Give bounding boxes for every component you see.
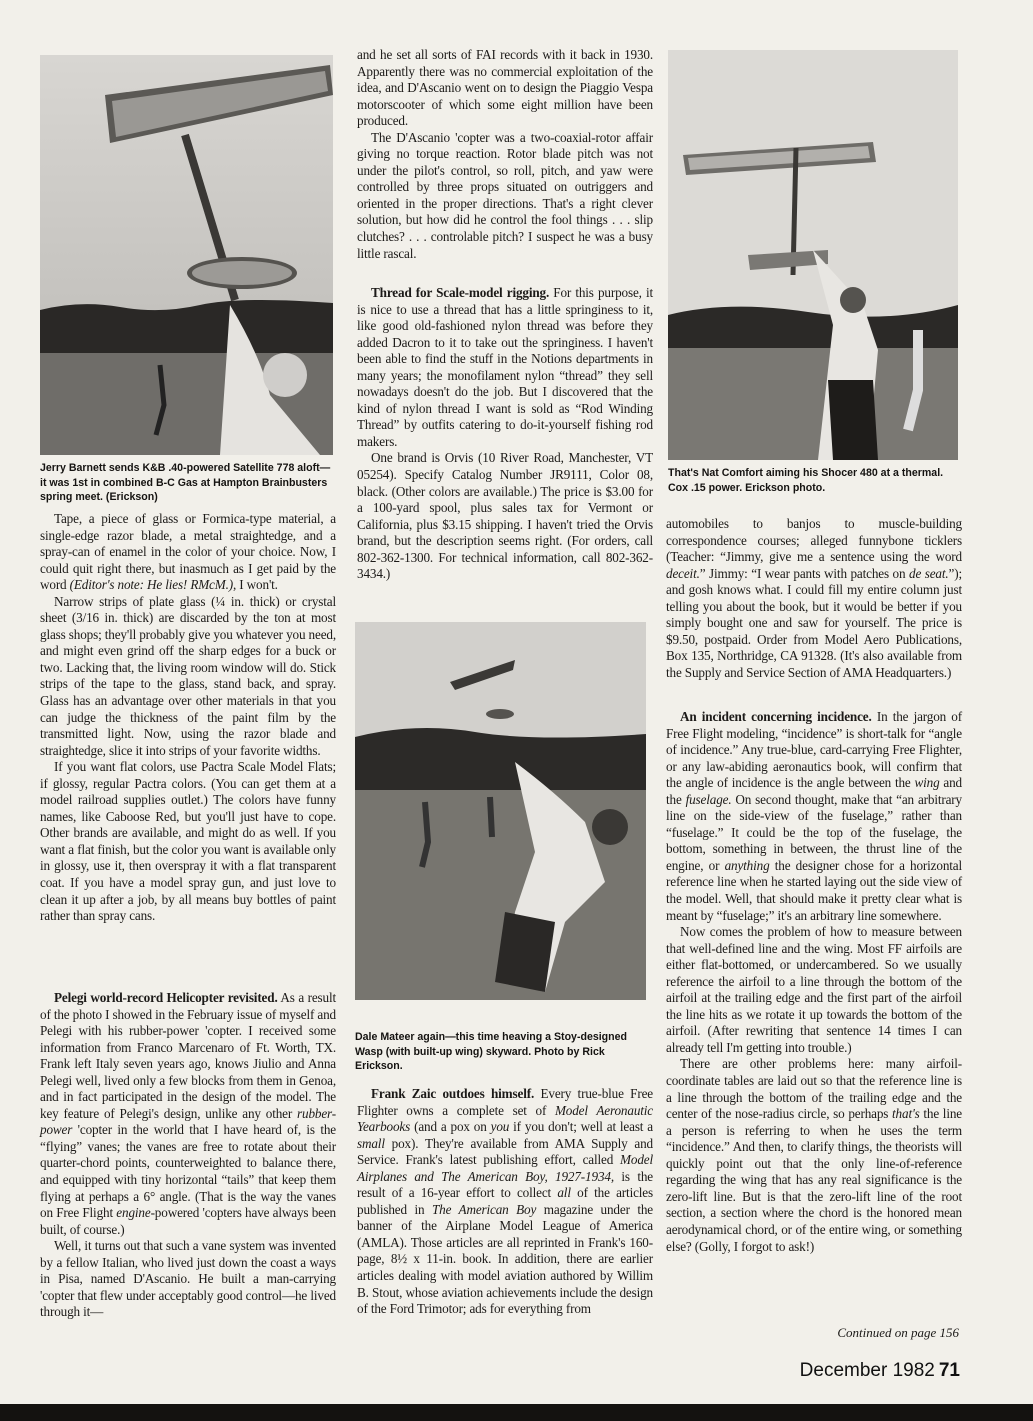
body-text: the designer chose for a horizontal reference line when he started laying out the side view of the model. Well, that should make it pretty clear what is meant by “fuselage;” it's an arbitrary line somewhere.	[666, 857, 962, 923]
body-text: There are other problems here: many airfoil-coordinate tables are laid out so that the reference line is a line through the bottom of the trailing edge and the center of the nose-radius circle, so perhaps	[666, 1056, 962, 1122]
paragraph	[40, 759, 336, 924]
body-text: As a result of the photo I showed in the February issue of myself and Pelegi with his rubber-power 'copter. I received some information from Franco Marcenaro of Ft. Worth, TX. Frank left Italy seven years ago, knows Jiulio and Anna Pelegi well, lived only a few blocks from them in Genoa, and in fact participated in the design of the model. The key feature of Pelegi's design, unlike any other	[40, 990, 336, 1121]
paragraph	[666, 709, 962, 924]
section-heading: Frank Zaic outdoes himself.	[371, 1086, 535, 1101]
article-column-1-part-1	[40, 511, 336, 925]
article-column-2-part-2	[357, 285, 653, 583]
paragraph	[357, 130, 653, 262]
paragraph	[40, 990, 336, 1238]
section-heading: Thread for Scale-model rigging.	[371, 285, 550, 300]
italic-text: small	[357, 1135, 385, 1151]
section-heading: Pelegi world-record Helicopter revisited.	[54, 990, 278, 1005]
italic-text: anything	[724, 857, 770, 873]
body-text: Every true-blue Free Flighter owns a complete set of	[357, 1086, 653, 1118]
italic-text: Model Aeronautic Yearbooks	[357, 1102, 653, 1135]
italic-text: you	[490, 1119, 510, 1135]
body-text: ”); and gosh knows what. I could fill my entire column just telling you about the book, but it would be better if you simply bought one and saw for yourself. The price is $9.50, postpaid. Order from Model Aero Publications, Box 135, Northridge, CA 91328. (It's also available from the Supply and Service Section of AMA Headquarters.)	[666, 565, 962, 680]
photo-caption-left: Jerry Barnett sends K&B .40-powered Satellite 778 aloft—it was 1st in combined B-C Gas at Hampton Brainbusters spring meet. (Erickson)	[40, 462, 331, 503]
paragraph	[666, 924, 962, 1056]
paragraph	[357, 450, 653, 582]
body-text: ” Jimmy: “I wear pants with patches on	[699, 565, 910, 581]
italic-text: that's	[892, 1106, 920, 1122]
body-text: 'copter in the world that I have heard of, is the “flying” vanes; the vanes are free to rotate about their quarter-chord points, counterweighted to balance there, and equipped with tiny horizontal “tails” that keep them flying at perhaps a 6° angle. (That is the way the vanes on Free Flight	[40, 1122, 336, 1221]
body-text: Now comes the problem of how to measure between that well-defined line and the wing. Most FF airfoils are either flat-bottomed, or undercambered. So we usually reference the airfoil to a line through the bottom of the airfoil at the trailing edge and the first part of the airfoil the line hits as we rotate it up towards the bottom of the airfoil. (After rewriting that sentence 14 times I can already tell I'm getting into trouble.)	[666, 924, 962, 1055]
body-text: the line a person is referring to when he uses the term “incidence.” And then, to clarify things, the theorists will quickly point out that the only line-of-reference regarding the wing that has any real significance is the zero-lift line. But is that the zero-lift line of the root section, a section where the chord is the honored mean aerodynamical chord, or of the entire wing, or something else? (Golly, I forgot to ask!)	[666, 1106, 962, 1254]
body-text: -powered 'copters have always been built, of course.)	[40, 1205, 336, 1237]
italic-text: all	[557, 1185, 571, 1201]
body-text: and the	[666, 775, 962, 807]
body-text: Tape, a piece of glass or Formica-type material, a single-edge razor blade, a metal straightedge, and a spray-can of enamel in the color of your choice. Now, I could quit right there, but inasmuch as I get paid by the word	[40, 511, 336, 593]
italic-text: engine	[116, 1205, 151, 1221]
section-heading: An incident concerning incidence.	[680, 709, 872, 724]
article-column-2-part-3	[357, 1086, 653, 1318]
page-number: 71	[938, 1360, 960, 1381]
photo-jerry-barnett-launch	[40, 55, 333, 455]
body-text: Well, it turns out that such a vane system was invented by a fellow Italian, who lived just down the coast a ways in Pisa, named D'Ascanio. He built a man-carrying 'copter that flew under acceptably good control—he lived through it—	[40, 1238, 336, 1320]
paragraph	[357, 285, 653, 450]
photo-caption-right: That's Nat Comfort aiming his Shocer 480 at a thermal. Cox .15 power. Erickson photo.	[668, 467, 944, 494]
body-text: magazine under the banner of the Airplane Model League of America (AMLA). Those articles are all reprinted in Frank's 160-page, 8½ x 11-in. book. In addition, there are earlier articles dealing with model aviation authored by Willim B. Stout, whose aviation achievements include the design of the Ford Trimotor; ads for everything from	[357, 1201, 653, 1317]
article-column-3-part-2	[666, 709, 962, 1255]
body-text: For this purpose, it is nice to use a thread that has a little springiness to it, like good old-fashioned nylon thread was before they added Dacron to it to take out the springiness. I haven't been able to find the stuff in the Notions departments in many years; the monofilament nylon “thread” they sell nowadays doesn't do the job. But I discovered that the kind of nylon thread I want is sold as “Rod Winding Thread” by outfits catering to do-it-yourself fishing rod makers.	[357, 285, 653, 449]
body-text: If you want flat colors, use Pactra Scale Model Flats; if glossy, regular Pactra colors. (You can get them at a model railroad supplies outlet.) The colors have funny names, like Caboose Red, but you'll just have to cope. Other brands are available, and might do as well. If you want a flat finish, but the color you want is available only in glossy, use it, then overspray it with a flat transparent coat. If you have a model spray gun, and just love to clean it up after a job, by all means buy bottles of paint rather than spray cans.	[40, 759, 336, 924]
page-footer	[700, 1360, 960, 1382]
body-text: Narrow strips of plate glass (¼ in. thick) or crystal sheet (3/16 in. thick) are discarded by the ton at most glass shops; they'll probably give you whatever you need, and might even grind off the sharp edges for a buck or two. Lacking that, the living room window will do. Stick strips of the tape to the glass, stand back, and spray. Glass has an advantage over other materials in that you can judge the thickness of the paint film by the transmitted light. Now, using the razor blade and straightedge, slice it into strips of your favorite widths.	[40, 593, 336, 758]
italic-text: (Editor's note: He lies! RMcM.)	[69, 577, 233, 593]
body-text: The D'Ascanio 'copter was a two-coaxial-rotor affair giving no torque reaction. Rotor blade pitch was not under the pilot's control, so roll, pitch, and yaw were controlled by three props situated on outriggers and oriented in the proper directions. That's a right clever solution, but how did he control the fool things . . . slip clutches? . . . controlable pitch? I suspect he was a busy little rascal.	[357, 129, 653, 261]
paragraph	[357, 47, 653, 130]
italic-text: Model Airplanes and The American Boy, 1927-1934,	[357, 1152, 653, 1184]
article-column-2-part-1	[357, 47, 653, 262]
paragraph	[40, 1238, 336, 1321]
continued-on-page: Continued on page 156	[837, 1325, 959, 1340]
body-text: of the articles published in	[357, 1185, 653, 1217]
paragraph	[40, 594, 336, 759]
paragraph	[40, 511, 336, 594]
italic-text: wing	[914, 775, 940, 791]
paragraph	[357, 1086, 653, 1318]
body-text: pox). They're available from AMA Supply and Service. Frank's latest publishing effort, called	[357, 1135, 653, 1168]
body-text: automobiles to banjos to muscle-building correspondence courses; alleged funnybone ticklers (Teacher: “Jimmy, give me a sentence using the word	[666, 516, 962, 565]
body-text: and he set all sorts of FAI records with it back in 1930. Apparently there was no commercial exploitation of the idea, and D'Ascanio went on to design the Piaggio Vespa motorscooter of which some eight million have been produced.	[357, 47, 653, 129]
body-text: In the jargon of Free Flight modeling, “incidence” is short-talk for “angle of incidence.” Any true-blue, card-carrying Free Flighter, or any law-abiding aeronautics book, will confirm that the angle of incidence is the angle between the	[666, 709, 962, 791]
scan-edge	[0, 1404, 1033, 1421]
issue-date: December 1982	[799, 1360, 935, 1381]
paragraph	[666, 1056, 962, 1255]
article-column-3-part-1	[666, 516, 962, 681]
body-text: One brand is Orvis (10 River Road, Manchester, VT 05254). Specify Catalog Number JR9111, Color 08, black. (Other colors are available.) The price is $3.00 for a 100-yard spool, plus sales tax for Vermont or California, plus $3.15 shipping. I haven't tried the Orvis brand, but the description seems right. (For orders, call 802-362-1300. For technical information, call 802-362-3434.)	[357, 450, 653, 582]
italic-text: rubber-power	[40, 1105, 336, 1138]
body-text: On second thought, make that “an arbitrary line on the side-view of the fuselage,” rather than “fuselage.” It could be the top of the fuselage, the bottom, something in between, the thrust line of the engine, or	[666, 791, 962, 873]
italic-text: de seat.	[909, 565, 949, 581]
body-text: is the result of a 16-year effort to collect	[357, 1168, 653, 1201]
article-column-1-part-2	[40, 990, 336, 1321]
paragraph	[666, 516, 962, 681]
italic-text: fuselage.	[685, 791, 732, 807]
italic-text: deceit.	[666, 565, 700, 581]
italic-text: The American Boy	[431, 1201, 537, 1217]
body-text: if you don't; well at least a	[509, 1119, 653, 1135]
body-text: , I won't.	[233, 577, 278, 593]
body-text: (and a pox on	[410, 1119, 491, 1135]
photo-nat-comfort-launch	[668, 50, 958, 460]
photo-caption-middle: Dale Mateer again—this time heaving a Stoy-designed Wasp (with built-up wing) skyward. Photo by Rick Erickson.	[355, 1031, 627, 1072]
photo-dale-mateer-launch	[355, 622, 646, 1000]
